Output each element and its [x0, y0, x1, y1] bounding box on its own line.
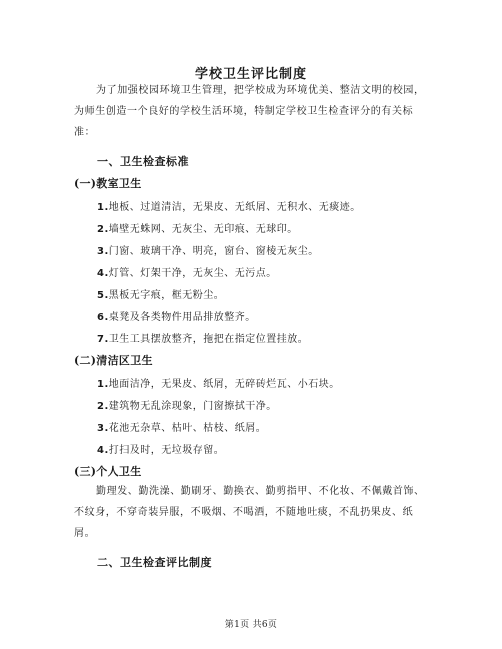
item-number: 5.: [97, 290, 109, 301]
personal-paragraph: 勤理发、勤洗澡、勤刷牙、勤换衣、勤剪指甲、不化妆、不佩戴首饰、不纹身，不穿奇装异服，不吸烟、不喝酒，不随地吐痰，不乱扔果皮、纸屑。: [74, 486, 425, 539]
section2-heading: 二、卫生检查评比制度: [97, 556, 212, 569]
item-number: 2.: [97, 401, 109, 412]
item-number: 4.: [97, 268, 109, 279]
item-text: 地面洁净，无果皮、纸屑，无碎砖烂瓦、小石块。: [108, 379, 340, 390]
item-number: 3.: [97, 423, 109, 434]
classroom-item-2: [97, 220, 298, 235]
item-text: 门窗、玻璃干净、明亮，窗台、窗棱无灰尘。: [108, 246, 319, 257]
item-number: 6.: [97, 312, 109, 323]
cleaning-item-4: [97, 441, 224, 456]
page-footer: 第1页 共6页: [224, 620, 278, 630]
item-text: 打扫及时，无垃圾存留。: [108, 445, 225, 456]
item-text: 建筑物无乱涂现象，门窗擦拭干净。: [108, 401, 277, 412]
cleaning-item-1: [97, 375, 340, 390]
intro-paragraph: 为了加强校园环境卫生管理，把学校成为环境优美、整洁文明的校园，为师生创造一个良好的学校生活环境，特制定学校卫生检查评分的有关标准：: [74, 85, 425, 138]
classroom-item-6: [97, 308, 256, 323]
cleaning-item-2: [97, 397, 277, 412]
item-text: 灯管、灯架干净，无灰尘、无污点。: [108, 268, 277, 279]
classroom-item-1: [97, 198, 361, 213]
classroom-item-7: [97, 330, 308, 345]
cleaning-area-heading: (二)清洁区卫生: [74, 354, 153, 367]
item-text: 桌凳及各类物件用品排放整齐。: [108, 312, 256, 323]
item-text: 地板、过道清洁，无果皮、无纸屑、无积水、无痰迹。: [108, 202, 361, 213]
personal-heading: (三)个人卫生: [74, 465, 142, 478]
item-number: 2.: [97, 224, 109, 235]
item-number: 1.: [97, 379, 109, 390]
item-text: 卫生工具摆放整齐，拖把在指定位置挂放。: [108, 334, 309, 345]
cleaning-item-3: [97, 419, 266, 434]
document-title: 学校卫生评比制度: [194, 67, 307, 82]
item-text: 花池无杂草、枯叶、枯枝、纸屑。: [108, 423, 267, 434]
classroom-item-5: [97, 286, 224, 301]
item-text: 黑板无字痕，框无粉尘。: [108, 290, 225, 301]
item-number: 7.: [97, 334, 109, 345]
item-number: 3.: [97, 246, 109, 257]
item-number: 4.: [97, 445, 109, 456]
classroom-item-3: [97, 242, 319, 257]
item-number: 1.: [97, 202, 109, 213]
classroom-heading: (一)教室卫生: [74, 177, 142, 190]
item-text: 墙壁无蛛网、无灰尘、无印痕、无球印。: [108, 224, 298, 235]
classroom-item-4: [97, 264, 277, 279]
section1-heading: 一、卫生检查标准: [97, 155, 189, 168]
